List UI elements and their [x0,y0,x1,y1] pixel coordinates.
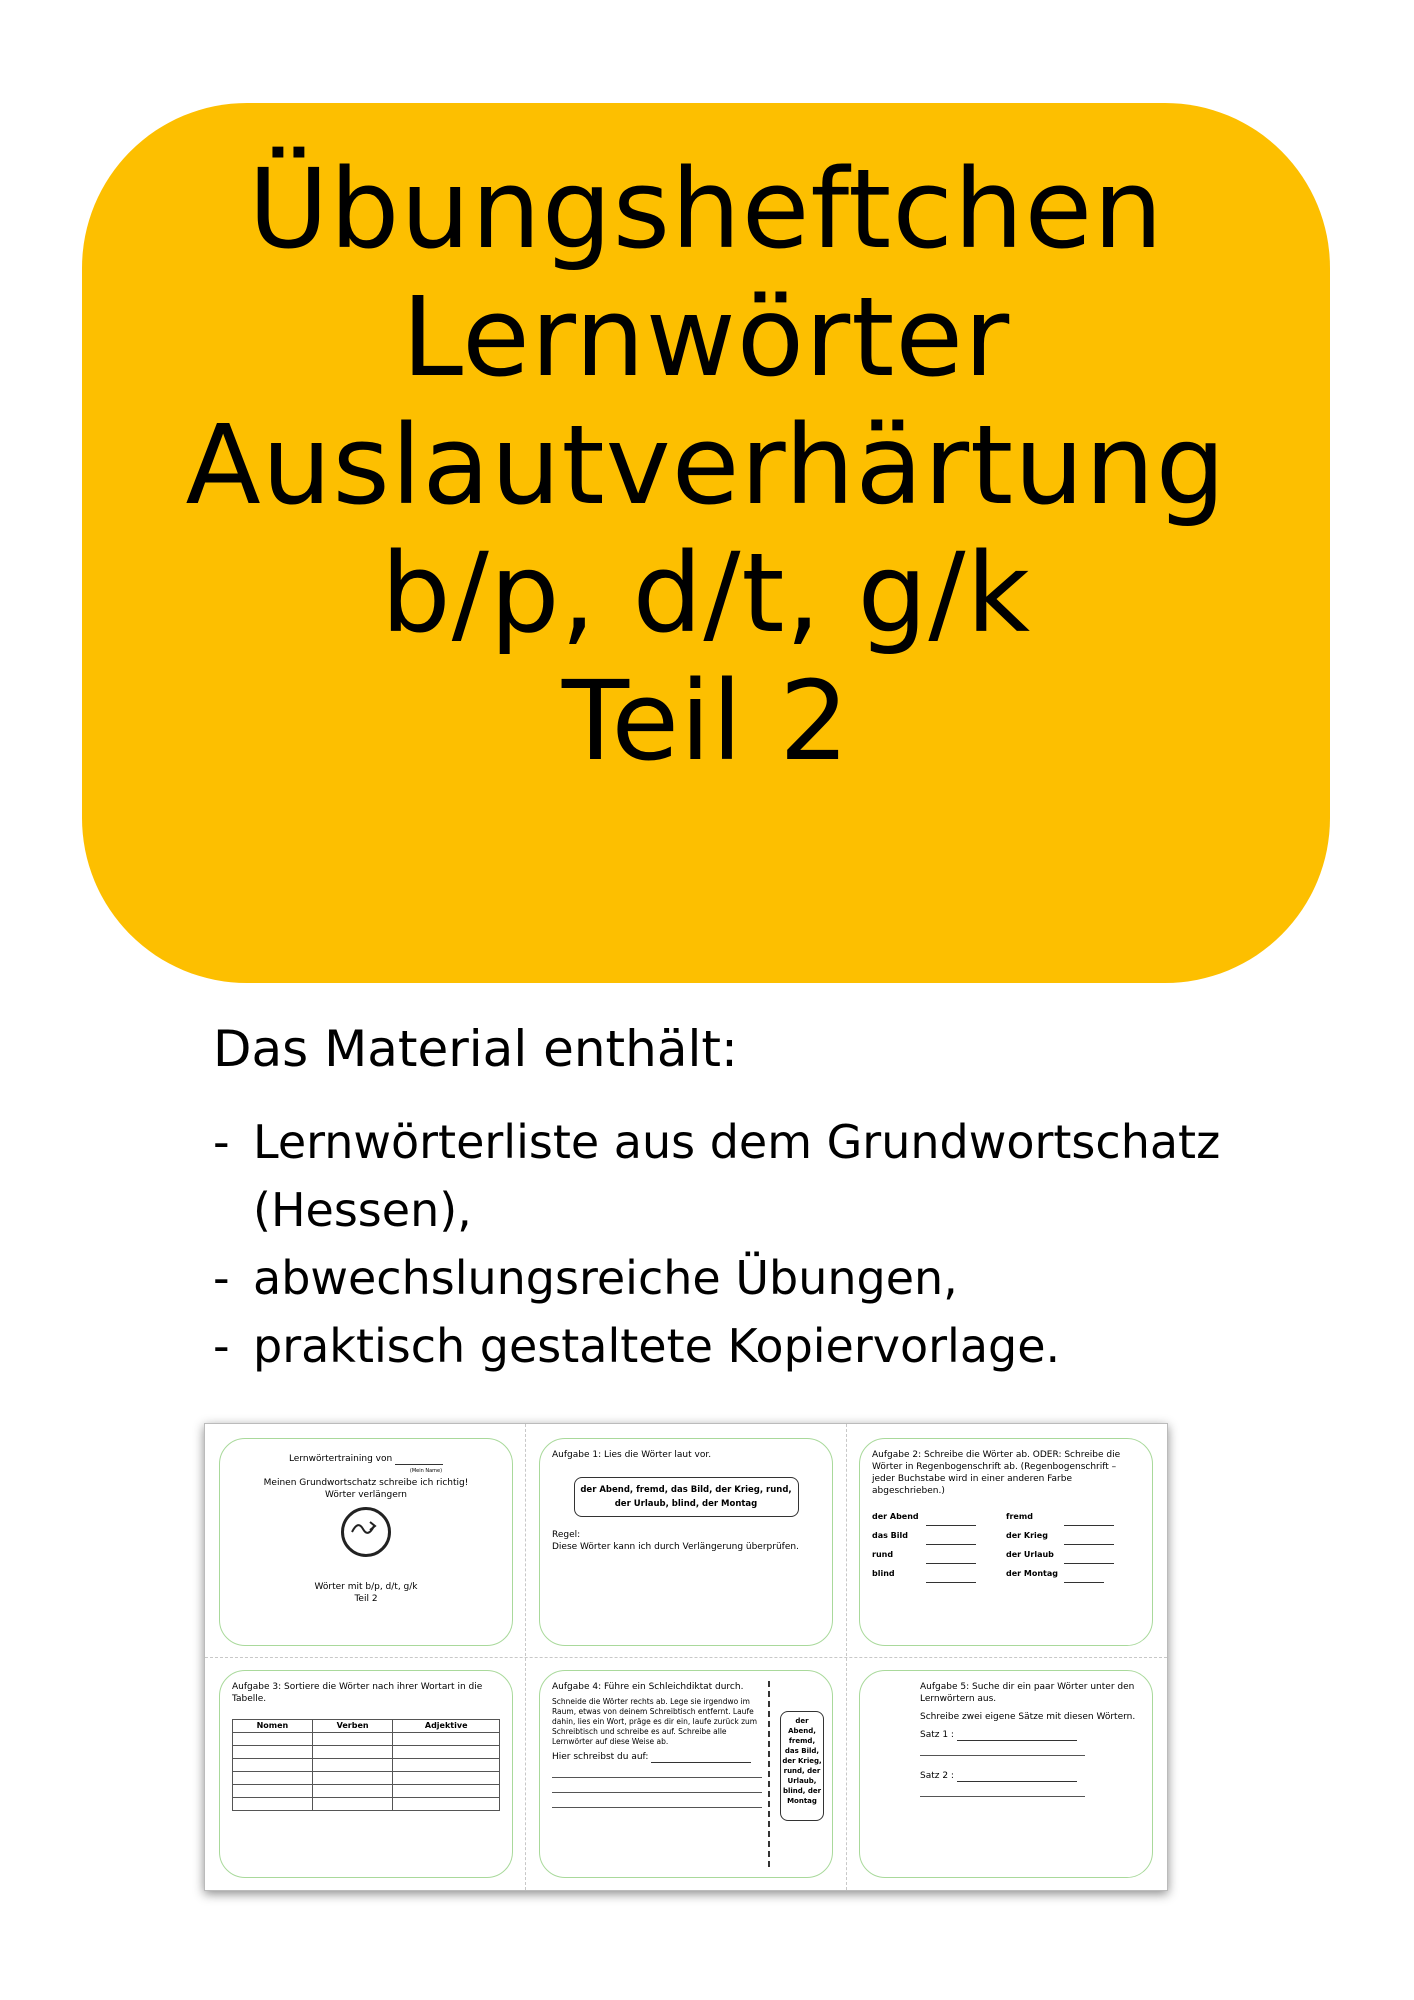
preview-sheet [204,1423,1168,1891]
contents-list [213,1108,1233,1380]
preview-card-task1: Aufgabe 1: Lies die Wörter laut vor. der Abend, fremd, das Bild, der Krieg, rund, der Urlaub, blind, der Montag Regel: Diese Wörter kann ich durch Verlängerung überprüfen. [539,1438,833,1646]
title-banner [82,103,1330,983]
title-line-1: Übungsheftchen [248,145,1164,273]
list-item: - Lernwörterliste aus dem Grundwortschatz (Hessen), [213,1115,1221,1237]
title-line-4: b/p, d/t, g/k [380,529,1032,657]
list-item: - abwechslungsreiche Übungen, [213,1251,958,1305]
title-line-3: Auslautverhärtung [185,401,1227,529]
preview-card-task5: Aufgabe 5: Suche dir ein paar Wörter unter den Lernwörtern aus. Schreibe zwei eigene Sätze mit diesen Wörtern. Satz 1 : Satz 2 : [859,1670,1153,1878]
intro-heading: Das Material enthält: [213,1020,738,1078]
preview-card-task2: Aufgabe 2: Schreibe die Wörter ab. ODER: Schreibe die Wörter in Regenbogenschrift ab. (Regenbogenschrift – jeder Buchstabe wird in einer anderen Farbe abgeschrieben.) der Abend das Bild rund blind fremd der Krieg der Urlaub der Montag [859,1438,1153,1646]
lengthen-icon [341,1507,391,1557]
sort-table: Nomen Verben Adjektive [232,1719,500,1811]
list-item: - praktisch gestaltete Kopiervorlage. [213,1319,1061,1373]
preview-card-cover: Lernwörtertraining von (Mein Name) Meinen Grundwortschatz schreibe ich richtig! Wörter verlängern Wörter mit b/p, d/t, g/k Teil 2 [219,1438,513,1646]
preview-card-task3: Aufgabe 3: Sortiere die Wörter nach ihrer Wortart in die Tabelle. Nomen Verben Adjektive [219,1670,513,1878]
title-line-2: Lernwörter [401,273,1011,401]
cut-line [768,1681,770,1867]
word-strip: der Abend, fremd, das Bild, der Krieg, rund, der Urlaub, blind, der Montag [780,1711,824,1821]
title-line-5: Teil 2 [561,657,851,785]
preview-card-task4: Aufgabe 4: Führe ein Schleichdiktat durch. Schneide die Wörter rechts ab. Lege sie irgendwo im Raum, etwas von deinem Schreibtisch entfernt. Laufe dahin, lies ein Wort, präge es dir ein, laufe zurück zum Schreibtisch und schreibe es auf. Schreibe alle Lernwörter auf diese Weise ab. Hier schreibst du auf: der Abend, fremd, das Bild, der Krieg, rund, der Urlaub, blind, der Montag [539,1670,833,1878]
